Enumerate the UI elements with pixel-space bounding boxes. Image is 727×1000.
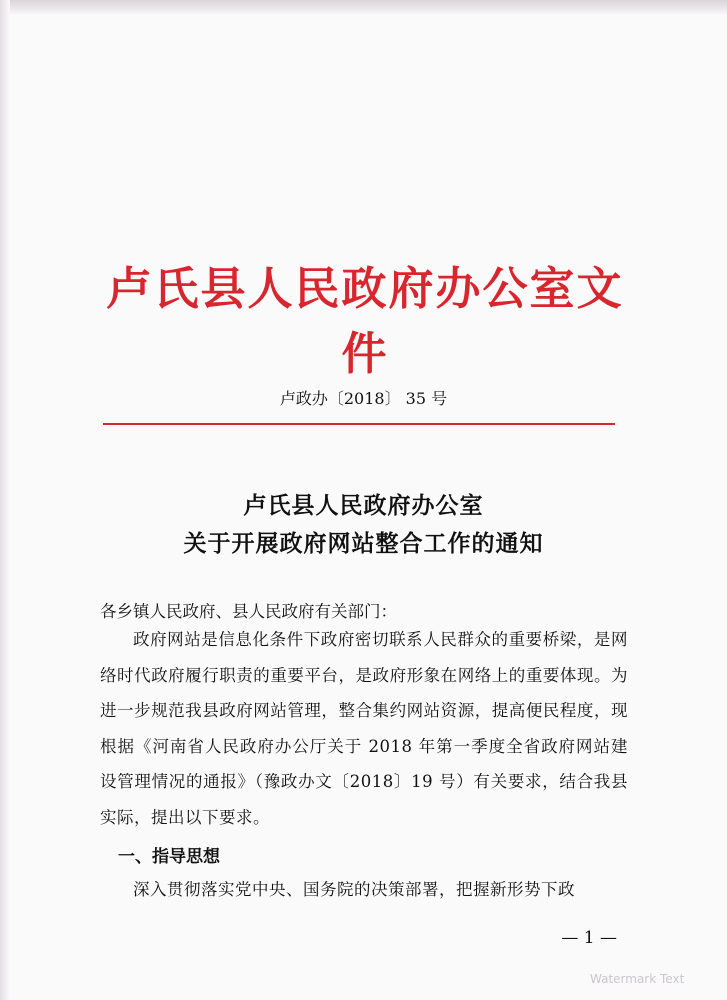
notice-title-line1: 卢氏县人民政府办公室 [243, 492, 484, 519]
red-divider-line [103, 423, 615, 425]
document-number: 卢政办〔2018〕 35 号 [279, 389, 448, 408]
document-header-title: 卢氏县人民政府办公室文件 [106, 262, 624, 380]
addressee: 各乡镇人民政府、县人民政府有关部门： [100, 602, 397, 621]
notice-title-line2: 关于开展政府网站整合工作的通知 [183, 530, 544, 557]
page-number: — 1 — [561, 928, 617, 948]
body-paragraph-1: 政府网站是信息化条件下政府密切联系人民群众的重要桥梁，是网络时代政府履行职责的重要平台，是政府形象在网络上的重要体现。为进一步规范我县政府网站管理，整合集约网站资源，提高便民程度，现根据《河南省人民政府办公厅关于 2018 年第一季度全省政府网站建设管理情况的通报》（豫政办文〔2018〕19 号）有关要求，结合我县实际，提出以下要求。 [100, 630, 628, 827]
section-heading-guiding-ideology: 一、指导思想 [118, 847, 220, 867]
scan-edge-top [0, 0, 727, 14]
body-paragraph-2: 深入贯彻落实党中央、国务院的决策部署，把握新形势下政 [133, 880, 575, 899]
watermark-text: Watermark Text [590, 972, 685, 986]
